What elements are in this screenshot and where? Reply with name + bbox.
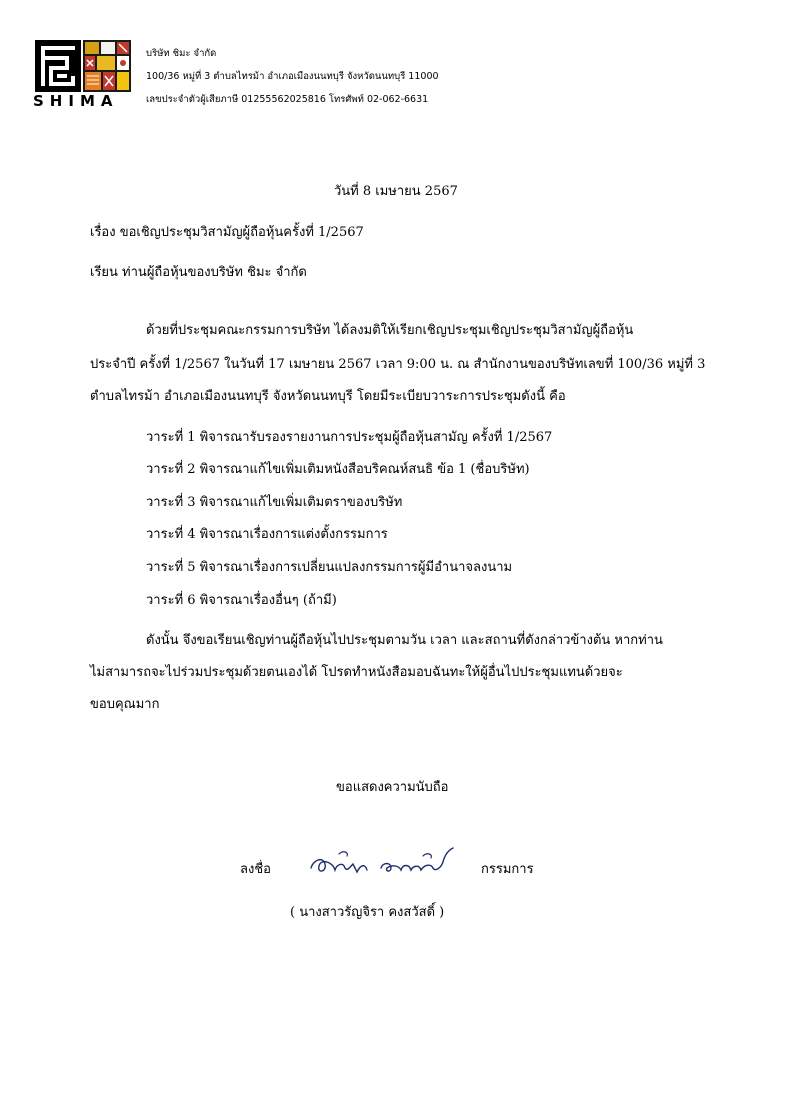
paragraph-2-line: ขอบคุณมาก (90, 697, 160, 712)
signatory-role: กรรมการ (481, 862, 534, 877)
letter-subject: เรื่อง ขอเชิญประชุมวิสามัญผู้ถือหุ้นครั้งที่ 1/2567 (90, 225, 364, 240)
company-address: 100/36 หมู่ที่ 3 ตำบลไทรม้า อำเภอเมืองนนทบุรี จังหวัดนนทบุรี 11000 (146, 71, 439, 82)
signatory-name: ( นางสาวรัญจิรา คงสวัสดิ์ ) (290, 905, 445, 920)
letter-date: วันที่ 8 เมษายน 2567 (334, 184, 458, 199)
agenda-item: วาระที่ 1 พิจารณารับรองรายงานการประชุมผู้ถือหุ้นสามัญ ครั้งที่ 1/2567 (146, 430, 553, 445)
agenda-item: วาระที่ 2 พิจารณาแก้ไขเพิ่มเติมหนังสือบริคณห์สนธิ ข้อ 1 (ชื่อบริษัท) (146, 462, 530, 477)
paragraph-1-line: ตำบลไทรม้า อำเภอเมืองนนทบุรี จังหวัดนนทบุรี โดยมีระเบียบวาระการประชุมดังนี้ คือ (90, 389, 566, 404)
paragraph-1-line: ประจำปี ครั้งที่ 1/2567 ในวันที่ 17 เมษายน 2567 เวลา 9:00 น. ณ สำนักงานของบริษัทเลขที่ 100/36 หมู่ที่ 3 (90, 357, 706, 372)
agenda-item: วาระที่ 5 พิจารณาเรื่องการเปลี่ยนแปลงกรรมการผู้มีอำนาจลงนาม (146, 560, 513, 575)
company-logo (33, 40, 133, 112)
signature-label: ลงชื่อ (240, 862, 271, 877)
paragraph-2-line: ไม่สามารถจะไปร่วมประชุมด้วยตนเองได้ โปรดทำหนังสือมอบฉันทะให้ผู้อื่นไปประชุมแทนด้วยจะ (90, 665, 623, 680)
company-name: บริษัท ชิมะ จำกัด (146, 48, 217, 59)
agenda-item: วาระที่ 4 พิจารณาเรื่องการแต่งตั้งกรรมการ (146, 527, 388, 542)
company-tax-phone: เลขประจำตัวผู้เสียภาษี 0125556202581​6 โทรศัพท์ 02-062-6631 (146, 94, 429, 105)
paragraph-2-line: ดังนั้น จึงขอเรียนเชิญท่านผู้ถือหุ้นไปประชุมตามวัน เวลา และสถานที่ดังกล่าวข้างต้น หากท่าน (146, 633, 663, 648)
letter-salutation: เรียน ท่านผู้ถือหุ้นของบริษัท ชิมะ จำกัด (90, 265, 307, 280)
closing-phrase: ขอแสดงความนับถือ (336, 780, 449, 795)
paragraph-1-line: ด้วยที่ประชุมคณะกรรมการบริษัท ได้ลงมติให้เรียกเชิญประชุมเชิญประชุมวิสามัญผู้ถือหุ้น (146, 323, 634, 338)
logo-wordmark: SHIMA (33, 92, 119, 110)
handwritten-signature (303, 842, 465, 882)
agenda-item: วาระที่ 3 พิจารณาแก้ไขเพิ่มเติมตราของบริษัท (146, 495, 403, 510)
agenda-item: วาระที่ 6 พิจารณาเรื่องอื่นๆ (ถ้ามี) (146, 593, 337, 608)
shima-logo-icon (35, 40, 131, 92)
